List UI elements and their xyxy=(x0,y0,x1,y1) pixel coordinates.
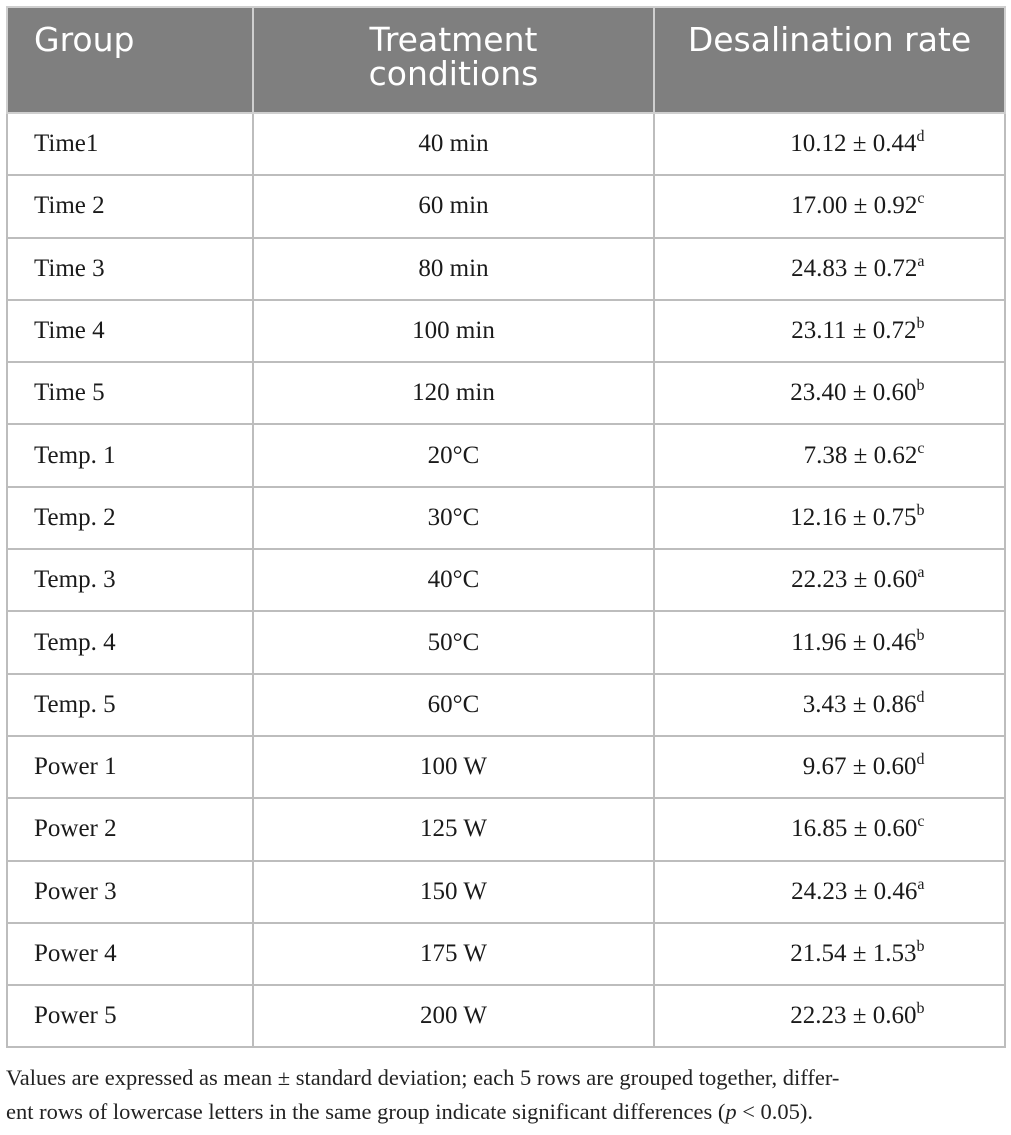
significance-letter: b xyxy=(916,938,925,955)
table-row xyxy=(7,424,1005,486)
significance-letter: b xyxy=(916,315,925,333)
table-header xyxy=(7,7,1005,113)
cell-desalination-rate xyxy=(654,611,1005,673)
rate-value: 16.85 ± 0.60 xyxy=(791,815,918,843)
cell-desalination-rate xyxy=(654,861,1005,923)
significance-letter: b xyxy=(916,377,925,395)
rate-value: 23.40 ± 0.60 xyxy=(790,379,917,407)
table-row xyxy=(7,674,1005,736)
rate-value: 23.11 ± 0.72 xyxy=(791,317,917,345)
cell-treatment-condition: 125 W xyxy=(253,798,654,860)
desalination-table xyxy=(6,6,1006,1048)
significance-letter: a xyxy=(917,875,925,893)
cell-group: Time 5 xyxy=(7,362,253,424)
cell-treatment-condition: 120 min xyxy=(253,362,654,424)
cell-desalination-rate xyxy=(654,424,1005,486)
significance-letter: c xyxy=(917,439,925,457)
cell-group: Time1 xyxy=(7,113,253,175)
table-row xyxy=(7,113,1005,175)
cell-treatment-condition: 80 min xyxy=(253,238,654,300)
table-row xyxy=(7,611,1005,673)
rate-value: 3.43 ± 0.86 xyxy=(802,690,917,718)
header-rate-label: Desalination rate xyxy=(687,20,972,59)
rate-value: 9.67 ± 0.60 xyxy=(802,753,917,781)
header-conditions-line2: conditions xyxy=(368,54,539,93)
cell-desalination-rate xyxy=(654,362,1005,424)
rate-value: 21.54 ± 1.53 xyxy=(790,940,917,967)
significance-letter: d xyxy=(916,688,925,706)
cell-desalination-rate xyxy=(654,923,1005,985)
significance-letter: d xyxy=(916,751,925,769)
significance-letter: b xyxy=(916,1000,925,1018)
footnote-line2-end: < 0.05). xyxy=(736,1099,814,1124)
significance-letter: a xyxy=(917,252,925,270)
footnote-line2-start: ent rows of lowercase letters in the same group indicate significant differences ( xyxy=(6,1099,726,1124)
rate-value: 24.83 ± 0.72 xyxy=(791,254,918,282)
cell-desalination-rate xyxy=(654,238,1005,300)
cell-group: Power 2 xyxy=(7,798,253,860)
cell-group: Power 5 xyxy=(7,985,253,1047)
rate-value: 12.16 ± 0.75 xyxy=(790,503,917,531)
cell-desalination-rate xyxy=(654,487,1005,549)
header-row xyxy=(7,7,1005,113)
table-row xyxy=(7,487,1005,549)
cell-desalination-rate xyxy=(654,175,1005,237)
cell-treatment-condition: 40 min xyxy=(253,113,654,175)
cell-group: Temp. 1 xyxy=(7,424,253,486)
table-row xyxy=(7,923,1005,985)
cell-desalination-rate xyxy=(654,549,1005,611)
table-row xyxy=(7,238,1005,300)
cell-treatment-condition: 60°C xyxy=(253,674,654,736)
header-treatment-conditions xyxy=(253,7,654,113)
table-row xyxy=(7,175,1005,237)
cell-desalination-rate xyxy=(654,798,1005,860)
significance-letter: d xyxy=(916,128,925,146)
cell-treatment-condition: 100 min xyxy=(253,300,654,362)
table-row xyxy=(7,985,1005,1047)
table-row xyxy=(7,549,1005,611)
rate-value: 24.23 ± 0.46 xyxy=(791,877,918,905)
rate-value: 11.96 ± 0.46 xyxy=(791,628,917,656)
cell-desalination-rate xyxy=(654,674,1005,736)
cell-group: Temp. 5 xyxy=(7,674,253,736)
rate-value: 22.23 ± 0.60 xyxy=(790,1002,917,1030)
rate-value: 7.38 ± 0.62 xyxy=(803,441,918,469)
cell-desalination-rate xyxy=(654,300,1005,362)
cell-group: Power 3 xyxy=(7,861,253,923)
table-row xyxy=(7,362,1005,424)
table-row xyxy=(7,300,1005,362)
cell-treatment-condition: 50°C xyxy=(253,611,654,673)
rate-value: 17.00 ± 0.92 xyxy=(791,192,918,220)
cell-treatment-condition: 100 W xyxy=(253,736,654,798)
cell-treatment-condition: 30°C xyxy=(253,487,654,549)
significance-letter: b xyxy=(916,501,925,519)
footnote-p-symbol: p xyxy=(725,1099,737,1124)
table-body xyxy=(7,113,1005,1047)
header-desalination-rate xyxy=(654,7,1005,113)
cell-group: Time 2 xyxy=(7,175,253,237)
header-group-label: Group xyxy=(34,20,135,59)
cell-treatment-condition: 40°C xyxy=(253,549,654,611)
cell-desalination-rate xyxy=(654,113,1005,175)
cell-desalination-rate xyxy=(654,736,1005,798)
significance-letter: b xyxy=(916,626,925,644)
significance-letter: c xyxy=(917,813,925,831)
cell-group: Power 1 xyxy=(7,736,253,798)
cell-group: Temp. 2 xyxy=(7,487,253,549)
cell-group: Time 4 xyxy=(7,300,253,362)
header-conditions-line1: Treatment xyxy=(369,20,538,59)
cell-treatment-condition: 200 W xyxy=(253,985,654,1047)
cell-group: Time 3 xyxy=(7,238,253,300)
significance-letter: c xyxy=(917,190,925,208)
rate-value: 10.12 ± 0.44 xyxy=(790,130,917,158)
footnote-line1: Values are expressed as mean ± standard deviation; each 5 rows are grouped together, differ- xyxy=(6,1065,840,1090)
cell-group: Temp. 4 xyxy=(7,611,253,673)
cell-treatment-condition: 175 W xyxy=(253,923,654,985)
cell-desalination-rate xyxy=(654,985,1005,1047)
cell-treatment-condition: 60 min xyxy=(253,175,654,237)
table-footnote xyxy=(6,1061,1004,1129)
table-row xyxy=(7,798,1005,860)
header-group xyxy=(7,7,253,113)
rate-value: 22.23 ± 0.60 xyxy=(791,566,918,594)
cell-treatment-condition: 20°C xyxy=(253,424,654,486)
cell-treatment-condition: 150 W xyxy=(253,861,654,923)
table-row xyxy=(7,861,1005,923)
table-row xyxy=(7,736,1005,798)
cell-group: Power 4 xyxy=(7,923,253,985)
cell-group: Temp. 3 xyxy=(7,549,253,611)
significance-letter: a xyxy=(917,564,925,582)
